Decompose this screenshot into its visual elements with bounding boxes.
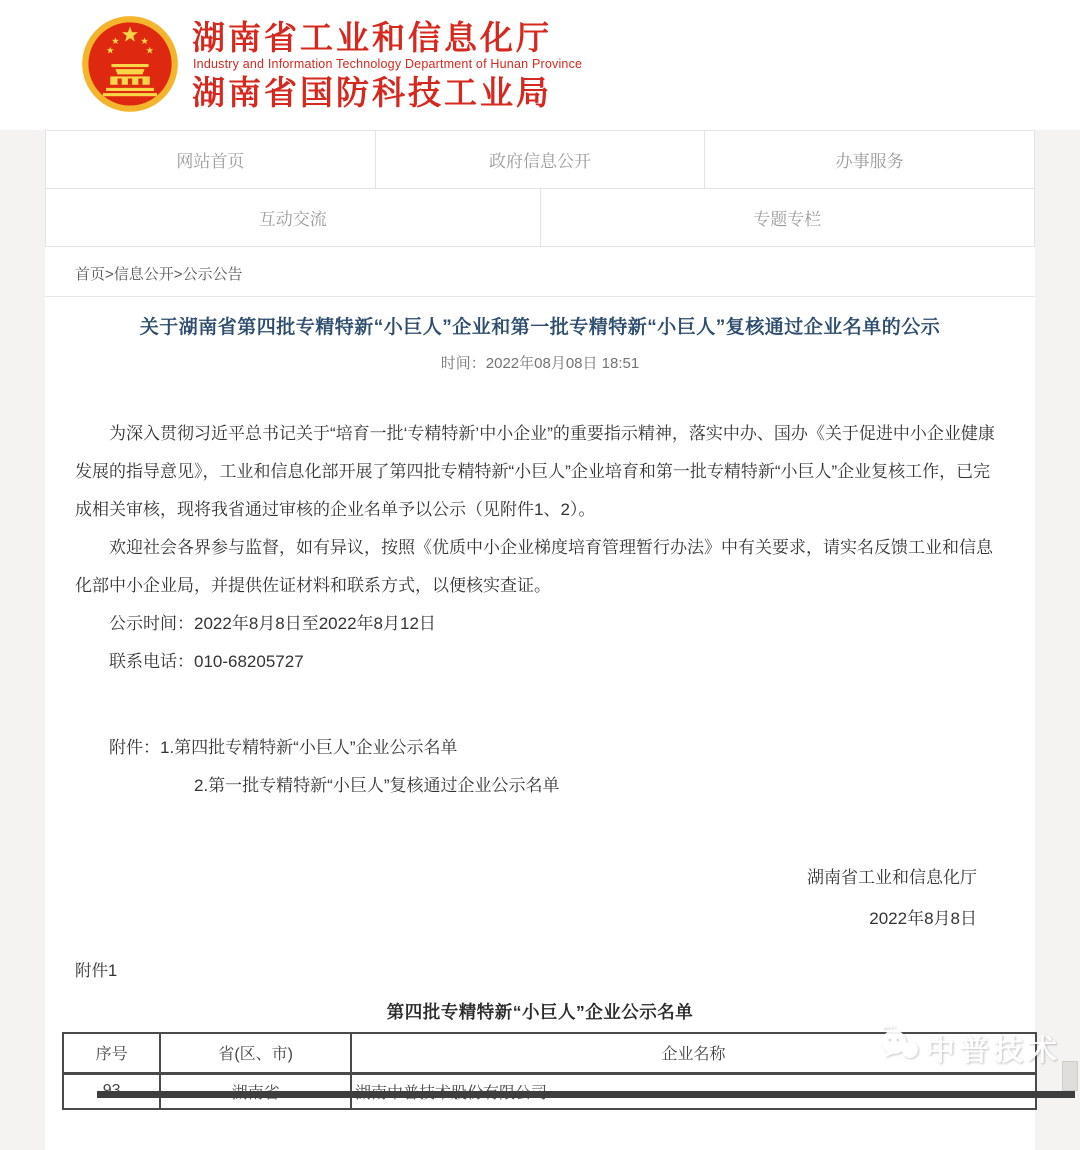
- page-content: [45, 130, 1035, 1150]
- org-name-cn: 湖南省工业和信息化厅: [192, 19, 552, 57]
- table-title: 第四批专精特新“小巨人”企业公示名单: [386, 1002, 694, 1022]
- article-body: [45, 415, 1035, 927]
- col-header-seq: 序号: [63, 1033, 160, 1073]
- attachment-links: [75, 729, 1005, 805]
- attachment1-label: 附件1: [75, 962, 118, 980]
- org-name-en: Industry and Information Technology Department of Hunan Province: [193, 57, 583, 72]
- enterprise-table: [62, 1032, 1037, 1110]
- national-emblem-icon: [78, 13, 182, 117]
- col-header-province: 省(区、市): [160, 1033, 351, 1073]
- publicity-period: 公示时间：2022年8月8日至2022年8月12日: [109, 614, 436, 633]
- paragraph-2: 欢迎社会各界参与监督，如有异议，按照《优质中小企业梯度培育管理暂行办法》中有关要求，请实名反馈工业和信息化部中小企业局，并提供佐证材料和联系方式，以便核实查证。: [75, 538, 993, 595]
- site-header: [0, 0, 1080, 130]
- bottom-divider-bar: [97, 1091, 1075, 1098]
- nav-item-interaction[interactable]: 互动交流: [45, 189, 541, 247]
- page-title: 关于湖南省第四批专精特新“小巨人”企业和第一批专精特新“小巨人”复核通过企业名单的公示: [139, 317, 941, 338]
- signature-block: [75, 869, 1005, 927]
- attachment-link-1[interactable]: 附件：1.第四批专精特新“小巨人”企业公示名单: [109, 738, 458, 757]
- contact-phone: 联系电话：010-68205727: [109, 652, 304, 671]
- nav-item-home[interactable]: 网站首页: [45, 131, 376, 189]
- nav-item-gov-info[interactable]: 政府信息公开: [375, 131, 706, 189]
- publish-time: 时间：2022年08月08日 18:51: [440, 355, 640, 372]
- attachment-link-2[interactable]: 2.第一批专精特新“小巨人”复核通过企业公示名单: [194, 776, 560, 795]
- nav-row-1: [45, 131, 1035, 189]
- nav-item-services[interactable]: 办事服务: [704, 131, 1035, 189]
- paragraph-1: 为深入贯彻习近平总书记关于“培育一批‘专精特新’中小企业”的重要指示精神，落实中办、国办《关于促进中小企业健康发展的指导意见》，工业和信息化部开展了第四批专精特新“小巨人”企业培育和第一批专精特新“小巨人”企业复核工作，已完成相关审核，现将我省通过审核的企业名单予以公示（见附件1、2）。: [75, 424, 995, 519]
- signature-org: 湖南省工业和信息化厅: [807, 868, 977, 887]
- scrollbar-thumb[interactable]: [1062, 1061, 1078, 1091]
- table-header-row: [63, 1033, 1036, 1073]
- signature-date: 2022年8月8日: [869, 909, 977, 928]
- breadcrumb[interactable]: 首页>信息公开>公示公告: [45, 247, 1035, 297]
- col-header-company: 企业名称: [351, 1033, 1036, 1073]
- nav-row-2: [45, 189, 1035, 247]
- watermark-text: 中普技术: [926, 1034, 1063, 1067]
- nav-item-special-columns[interactable]: 专题专栏: [540, 189, 1036, 247]
- main-nav: [45, 130, 1035, 247]
- org-name2-cn: 湖南省国防科技工业局: [192, 73, 552, 111]
